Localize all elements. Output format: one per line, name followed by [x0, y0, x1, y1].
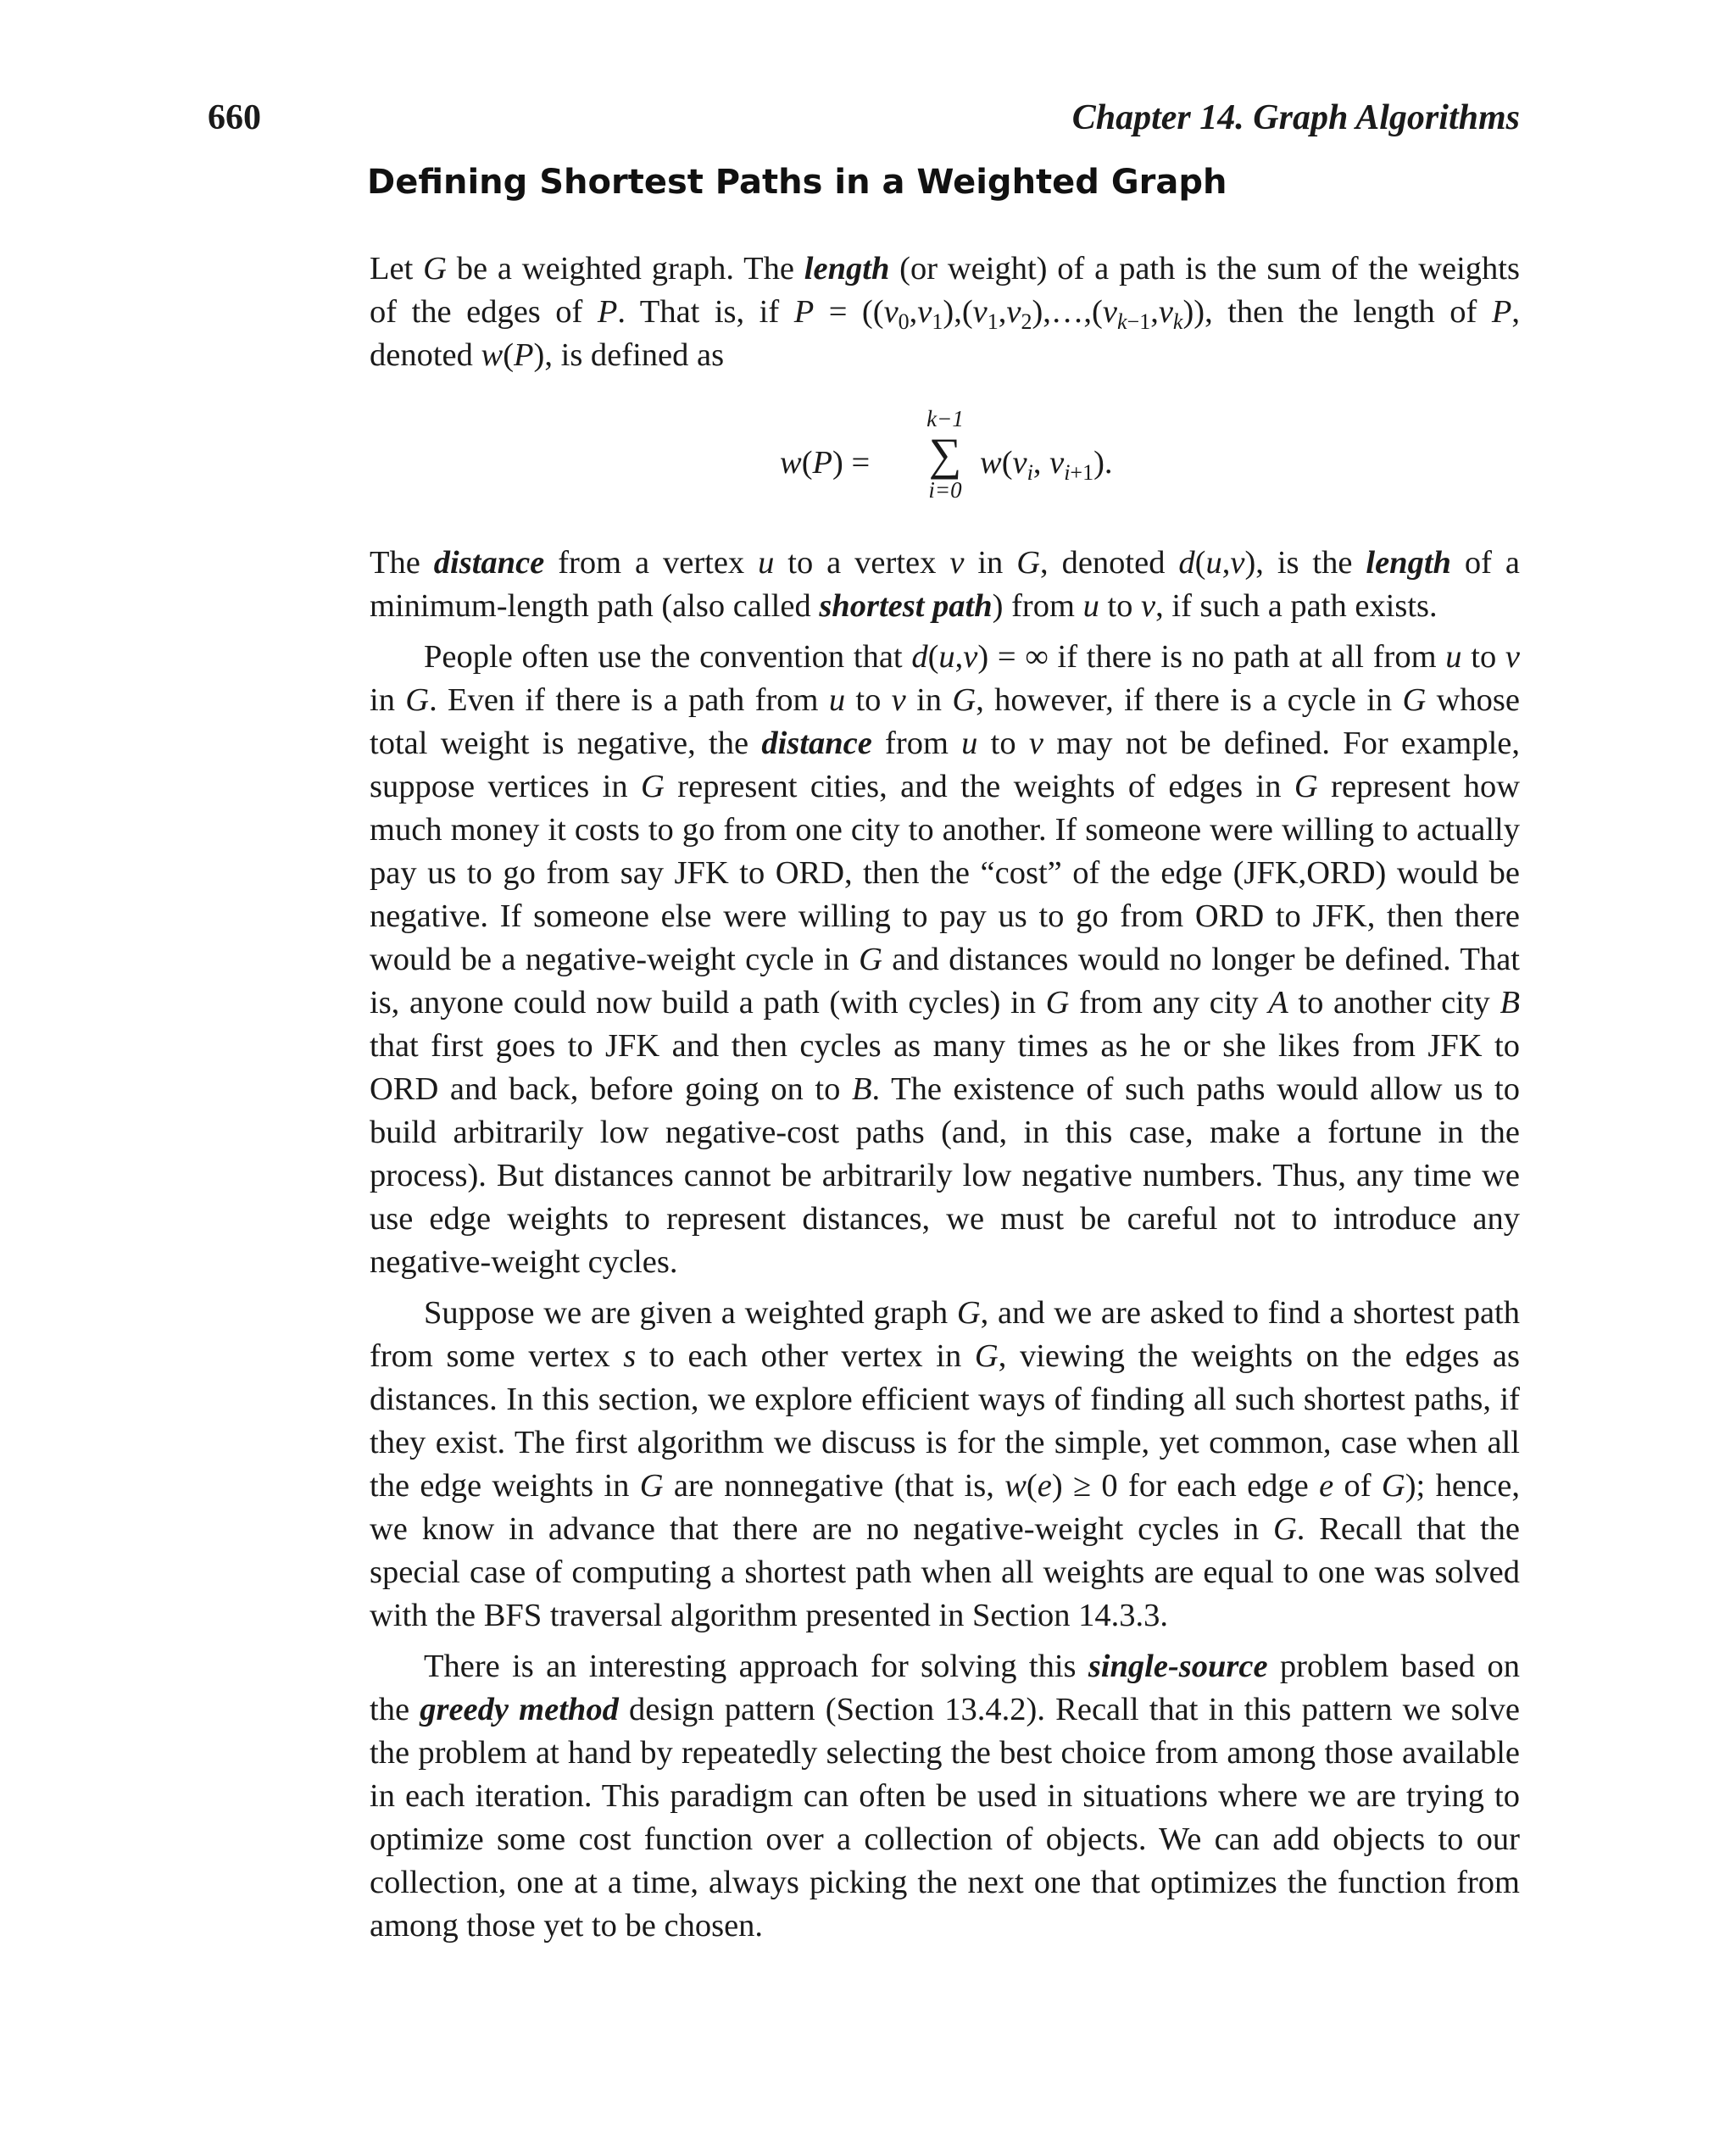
sum-lower-limit: i=0	[928, 477, 962, 503]
running-header	[208, 97, 1520, 148]
sum-upper-limit: k−1	[926, 406, 964, 431]
section-title: Defining Shortest Paths in a Weighted Graph	[367, 163, 1227, 202]
paragraph-1: Let G be a weighted graph. The length (or weight) of a path is the sum of the weights of the edges of P. That is, if $P = ((v_0,v_1),(v_1,v_2),\dots,(v_{k-1},v_k))$, then the length of P, denoted w(P), is defined as	[370, 251, 1521, 373]
chapter-title: Chapter 14. Graph Algorithms	[1071, 98, 1520, 137]
body-text	[370, 247, 1520, 1948]
paragraph-2: The distance from a vertex u to a vertex v in G, denoted d(u,v), is the length of a minimum-length path (also called shortest path) from u to v, if such a path exists.	[370, 545, 1520, 624]
paragraph-5: There is an interesting approach for solving this single-source problem based on the greedy method design pattern (Section 13.4.2). Recall that in this pattern we solve the problem at hand by repeatedly selecting the best choice from among those available in each iteration. This paradigm can often be used in situations where we are trying to optimize some cost function over a collection of objects. We can add objects to our collection, one at a time, always picking the next one that optimizes the function from among those yet to be chosen.	[370, 1649, 1520, 1944]
equation-lhs: w(P) =	[780, 445, 871, 481]
paragraph-3: People often use the convention that d(u,v) = ∞ if there is no path at all from u to v in G. Even if there is a path from u to v in G, however, if there is a cycle in G whose total weight is negative, the distance from u to v may not be defined. For example, suppose vertices in G represent cities, and the weights of edges in G represent how much money it costs to go from one city to another. If someone were willing to actually pay us to go from say JFK to ORD, then the “cost” of the edge (JFK,ORD) would be negative. If someone else were willing to pay us to go from ORD to JFK, then there would be a negative-weight cycle in G and distances would no longer be defined. That is, anyone could now build a path (with cycles) in G from any city A to another city B that first goes to JFK and then cycles as many times as he or she likes from JFK to ORD and back, before going on to B. The existence of such paths would allow us to build arbitrarily low negative-cost paths (and, in this case, make a fortune in the process). But distances cannot be arbitrarily low negative numbers. Thus, any time we use edge weights to represent distances, we must be careful not to introduce any negative-weight cycles.	[370, 639, 1521, 1280]
summation	[915, 406, 975, 503]
equation-rhs: $w(v_i$, $v_{i+1}$).	[980, 445, 1113, 485]
sigma-symbol: ∑	[928, 429, 962, 480]
page-number: 660	[208, 98, 261, 137]
paragraph-4: Suppose we are given a weighted graph G, and we are asked to find a shortest path from some vertex s to each other vertex in G, viewing the weights on the edges as distances. In this section, we explore efficient ways of finding all such shortest paths, if they exist. The first algorithm we discuss is for the simple, yet common, case when all the edge weights in G are nonnegative (that is, w(e) ≥ 0 for each edge e of G); hence, we know in advance that there are no negative-weight cycles in G. Recall that the special case of computing a shortest path when all weights are equal to one was solved with the BFS traversal algorithm presented in Section 14.3.3.	[370, 1295, 1520, 1633]
length-equation	[370, 406, 1520, 516]
